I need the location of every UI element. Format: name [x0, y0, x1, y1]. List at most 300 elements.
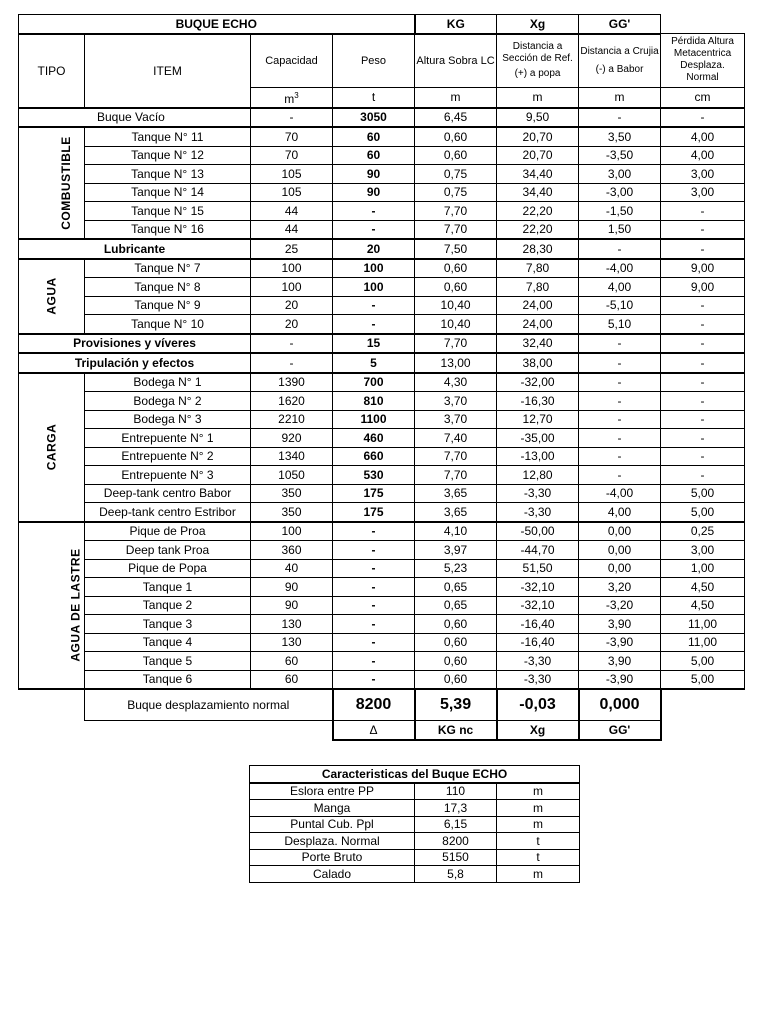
peso-cell: 90 [333, 165, 415, 184]
unit-altura: m [415, 87, 497, 108]
kg-cell: 3,65 [415, 503, 497, 522]
table-row [19, 652, 745, 671]
perdida-line-1: Pérdida Altura [671, 36, 734, 48]
perd-cell: - [661, 466, 745, 485]
unit-capacidad: $m^3$ [251, 87, 333, 108]
item-cell: Bodega N° 1 [85, 373, 251, 392]
cap-cell: 1620 [251, 392, 333, 411]
kg-cell: 13,00 [415, 353, 497, 373]
specs-title-row [250, 766, 580, 783]
perd-cell: - [661, 373, 745, 392]
cap-cell: 105 [251, 183, 333, 202]
table-row [19, 392, 745, 411]
totals-row [19, 689, 745, 721]
item-cell: Tanque 2 [85, 596, 251, 615]
xg-cell: 7,80 [497, 259, 579, 278]
gg-cell: 3,90 [579, 652, 661, 671]
kg-cell: 7,70 [415, 202, 497, 221]
peso-cell: - [333, 670, 415, 689]
specs-value-cell: 5,8 [415, 866, 497, 883]
perd-cell: 1,00 [661, 559, 745, 578]
unit-crujia: m [579, 87, 661, 108]
total-kg: 5,39 [415, 689, 497, 721]
peso-cell: 20 [333, 239, 415, 259]
kg-cell: 0,60 [415, 146, 497, 165]
specs-name-cell: Calado [250, 866, 415, 883]
perd-cell: - [661, 447, 745, 466]
table-row [19, 278, 745, 297]
cap-cell: 1390 [251, 373, 333, 392]
cap-cell: 100 [251, 522, 333, 541]
cap-cell: 44 [251, 220, 333, 239]
kg-cell: 3,70 [415, 410, 497, 429]
combustible-label-text: COMBUSTIBLE [58, 136, 73, 230]
delta-label: Δ [333, 721, 415, 740]
item-cell: Deep tank Proa [85, 541, 251, 560]
cap-cell: - [251, 353, 333, 373]
peso-cell: 700 [333, 373, 415, 392]
table-row [19, 484, 745, 503]
specs-row [250, 833, 580, 850]
kg-nc-label: KG nc [415, 721, 497, 740]
peso-cell: - [333, 615, 415, 634]
perd-cell: 0,25 [661, 522, 745, 541]
peso-cell: - [333, 522, 415, 541]
specs-name-cell: Manga [250, 800, 415, 817]
peso-cell: 5 [333, 353, 415, 373]
xg-cell: -13,00 [497, 447, 579, 466]
peso-cell: - [333, 633, 415, 652]
xg-cell: -3,30 [497, 670, 579, 689]
totals-labels-row [19, 721, 745, 740]
xg-cell: 34,40 [497, 165, 579, 184]
gg-cell: 4,00 [579, 278, 661, 297]
table-row [19, 596, 745, 615]
peso-cell: 100 [333, 278, 415, 297]
cap-cell: 2210 [251, 410, 333, 429]
table-row [19, 578, 745, 597]
item-cell: Tanque N° 11 [85, 127, 251, 146]
table-row [19, 615, 745, 634]
gg-cell: 0,00 [579, 559, 661, 578]
kg-cell: 0,60 [415, 670, 497, 689]
gg-cell: -3,50 [579, 146, 661, 165]
specs-name-cell: Desplaza. Normal [250, 833, 415, 850]
table-row [19, 296, 745, 315]
kg-cell: 0,65 [415, 578, 497, 597]
weight-distribution-table [18, 14, 745, 741]
gg-cell: 3,20 [579, 578, 661, 597]
item-cell: Tanque 4 [85, 633, 251, 652]
item-cell: Tanque N° 12 [85, 146, 251, 165]
agua-label-text: AGUA [44, 277, 59, 315]
table-row [19, 410, 745, 429]
xg-cell: 7,80 [497, 278, 579, 297]
lastre-group-label [19, 522, 85, 690]
item-cell: Tanque N° 10 [85, 315, 251, 334]
specs-row [250, 816, 580, 833]
item-cell: Tanque N° 7 [85, 259, 251, 278]
kg-cell: 0,60 [415, 652, 497, 671]
gg-cell: - [579, 108, 661, 128]
xg-cell: 32,40 [497, 334, 579, 354]
xg-cell: 38,00 [497, 353, 579, 373]
kg-cell: 7,70 [415, 466, 497, 485]
gg-cell: - [579, 447, 661, 466]
xg-cell: -32,10 [497, 578, 579, 597]
tipo-header: TIPO [19, 34, 85, 108]
specs-title: Caracteristicas del Buque ECHO [250, 766, 580, 783]
cap-cell: 1050 [251, 466, 333, 485]
cap-cell: 60 [251, 652, 333, 671]
xg-cell: -32,00 [497, 373, 579, 392]
specs-value-cell: 8200 [415, 833, 497, 850]
peso-cell: 3050 [333, 108, 415, 128]
total-xg: -0,03 [497, 689, 579, 721]
perd-cell: 3,00 [661, 183, 745, 202]
kg-cell: 7,40 [415, 429, 497, 448]
item-cell: Tripulación y efectos [19, 353, 251, 373]
table-row [19, 429, 745, 448]
item-cell: Lubricante [19, 239, 251, 259]
gg-cell: 3,50 [579, 127, 661, 146]
kg-cell: 10,40 [415, 315, 497, 334]
cap-cell: 40 [251, 559, 333, 578]
xg-cell: -44,70 [497, 541, 579, 560]
item-cell: Tanque N° 13 [85, 165, 251, 184]
item-cell: Tanque 3 [85, 615, 251, 634]
xg-label: Xg [497, 721, 579, 740]
cap-cell: 100 [251, 278, 333, 297]
gg-cell: -3,90 [579, 670, 661, 689]
item-cell: Tanque N° 8 [85, 278, 251, 297]
perd-cell: - [661, 296, 745, 315]
altura-header: Altura Sobra LC [415, 34, 497, 88]
item-cell: Tanque 1 [85, 578, 251, 597]
specs-unit-cell: m [497, 816, 580, 833]
gg-header: GG' [579, 15, 661, 34]
item-cell: Tanque 6 [85, 670, 251, 689]
kg-cell: 3,70 [415, 392, 497, 411]
cap-cell: 350 [251, 503, 333, 522]
gg-cell: -4,00 [579, 259, 661, 278]
carga-label-text: CARGA [44, 423, 59, 471]
kg-cell: 0,60 [415, 615, 497, 634]
item-cell: Tanque N° 9 [85, 296, 251, 315]
gg-cell: - [579, 373, 661, 392]
capacidad-header: Capacidad [251, 34, 333, 88]
xg-cell: 24,00 [497, 315, 579, 334]
item-cell: Bodega N° 3 [85, 410, 251, 429]
specs-name-cell: Porte Bruto [250, 849, 415, 866]
specs-value-cell: 5150 [415, 849, 497, 866]
crujia-header [579, 34, 661, 88]
kg-cell: 6,45 [415, 108, 497, 128]
kg-cell: 5,23 [415, 559, 497, 578]
cap-cell: - [251, 108, 333, 128]
peso-cell: - [333, 652, 415, 671]
table-row [19, 146, 745, 165]
peso-cell: 175 [333, 484, 415, 503]
peso-cell: 60 [333, 127, 415, 146]
item-cell: Pique de Popa [85, 559, 251, 578]
crujia-line-1: Distancia a Crujia [580, 45, 659, 57]
cap-cell: 360 [251, 541, 333, 560]
table-row [19, 220, 745, 239]
perd-cell: - [661, 410, 745, 429]
combustible-group-label [19, 127, 85, 239]
perd-cell: 11,00 [661, 633, 745, 652]
unit-distancia: m [497, 87, 579, 108]
gg-cell: - [579, 410, 661, 429]
crujia-line-2: (-) a Babor [595, 63, 644, 75]
perdida-header [661, 34, 745, 88]
table-row [19, 633, 745, 652]
kg-cell: 10,40 [415, 296, 497, 315]
table-row [19, 239, 745, 259]
table-row [19, 183, 745, 202]
perd-cell: 5,00 [661, 670, 745, 689]
item-cell: Deep-tank centro Estribor [85, 503, 251, 522]
table-row [19, 202, 745, 221]
xg-cell: -50,00 [497, 522, 579, 541]
item-cell: Entrepuente N° 3 [85, 466, 251, 485]
perd-cell: 3,00 [661, 165, 745, 184]
perdida-line-3: Desplaza. [680, 60, 725, 72]
total-gg: 0,000 [579, 689, 661, 721]
agua-group-label [19, 259, 85, 334]
specs-name-cell: Eslora entre PP [250, 783, 415, 800]
cap-cell: 44 [251, 202, 333, 221]
peso-cell: 810 [333, 392, 415, 411]
peso-cell: - [333, 296, 415, 315]
peso-cell: - [333, 315, 415, 334]
unit-perdida: cm [661, 87, 745, 108]
cap-cell: 100 [251, 259, 333, 278]
specs-row [250, 800, 580, 817]
specs-row [250, 849, 580, 866]
table-row [19, 559, 745, 578]
peso-cell: - [333, 596, 415, 615]
cap-cell: 130 [251, 633, 333, 652]
peso-cell: 530 [333, 466, 415, 485]
cap-cell: 105 [251, 165, 333, 184]
perd-cell: 5,00 [661, 503, 745, 522]
specs-value-cell: 6,15 [415, 816, 497, 833]
cap-cell: 70 [251, 127, 333, 146]
carga-group-label [19, 373, 85, 522]
gg-cell: 0,00 [579, 522, 661, 541]
kg-cell: 7,50 [415, 239, 497, 259]
cap-cell: 90 [251, 578, 333, 597]
perdida-line-2: Metacentrica [673, 48, 732, 60]
table-title: BUQUE ECHO [19, 15, 415, 34]
xg-cell: 12,80 [497, 466, 579, 485]
gg-cell: -3,90 [579, 633, 661, 652]
item-cell: Provisiones y víveres [19, 334, 251, 354]
item-cell: Tanque 5 [85, 652, 251, 671]
xg-cell: -3,30 [497, 503, 579, 522]
cap-cell: 920 [251, 429, 333, 448]
xg-cell: 20,70 [497, 146, 579, 165]
perdida-line-4: Normal [686, 72, 719, 84]
kg-cell: 0,75 [415, 165, 497, 184]
distancia-line-3: (+) a popa [514, 68, 561, 79]
kg-header: KG [415, 15, 497, 34]
xg-cell: 20,70 [497, 127, 579, 146]
cap-cell: 25 [251, 239, 333, 259]
specs-unit-cell: t [497, 833, 580, 850]
item-cell: Deep-tank centro Babor [85, 484, 251, 503]
xg-header: Xg [497, 15, 579, 34]
perd-cell: - [661, 220, 745, 239]
distancia-header [497, 34, 579, 88]
gg-cell: -3,20 [579, 596, 661, 615]
specs-unit-cell: m [497, 866, 580, 883]
kg-cell: 7,70 [415, 447, 497, 466]
table-row [19, 373, 745, 392]
cap-cell: - [251, 334, 333, 354]
kg-cell: 4,30 [415, 373, 497, 392]
xg-cell: -16,40 [497, 633, 579, 652]
item-cell: Tanque N° 16 [85, 220, 251, 239]
xg-cell: -16,40 [497, 615, 579, 634]
kg-cell: 4,10 [415, 522, 497, 541]
peso-cell: 660 [333, 447, 415, 466]
table-row [19, 541, 745, 560]
gg-cell: - [579, 392, 661, 411]
table-row [19, 447, 745, 466]
gg-cell: - [579, 429, 661, 448]
xg-cell: 12,70 [497, 410, 579, 429]
gg-cell: 0,00 [579, 541, 661, 560]
peso-header: Peso [333, 34, 415, 88]
perd-cell: 3,00 [661, 541, 745, 560]
perd-cell: - [661, 108, 745, 128]
unit-peso: t [333, 87, 415, 108]
cap-cell: 20 [251, 315, 333, 334]
distancia-line-2: Sección de Ref. [502, 53, 573, 64]
specs-row [250, 783, 580, 800]
perd-cell: 4,50 [661, 596, 745, 615]
item-cell: Pique de Proa [85, 522, 251, 541]
ship-characteristics-table [249, 765, 580, 883]
xg-cell: 51,50 [497, 559, 579, 578]
item-cell: Tanque N° 14 [85, 183, 251, 202]
specs-row [250, 866, 580, 883]
title-row [19, 15, 745, 34]
xg-cell: 9,50 [497, 108, 579, 128]
column-header-row [19, 34, 745, 88]
peso-cell: 175 [333, 503, 415, 522]
cap-cell: 1340 [251, 447, 333, 466]
cap-cell: 130 [251, 615, 333, 634]
kg-cell: 7,70 [415, 220, 497, 239]
item-cell: Tanque N° 15 [85, 202, 251, 221]
gg-cell: -4,00 [579, 484, 661, 503]
gg-cell: -5,10 [579, 296, 661, 315]
perd-cell: 11,00 [661, 615, 745, 634]
perd-cell: 9,00 [661, 278, 745, 297]
perd-cell: 9,00 [661, 259, 745, 278]
gg-cell: - [579, 466, 661, 485]
table-row [19, 522, 745, 541]
lastre-label-text: AGUA DE LASTRE [68, 548, 83, 662]
peso-cell: - [333, 578, 415, 597]
perd-cell: 4,00 [661, 146, 745, 165]
cap-cell: 60 [251, 670, 333, 689]
perd-cell: - [661, 202, 745, 221]
xg-cell: -16,30 [497, 392, 579, 411]
perd-cell: - [661, 353, 745, 373]
peso-cell: 90 [333, 183, 415, 202]
xg-cell: 22,20 [497, 220, 579, 239]
xg-cell: -3,30 [497, 652, 579, 671]
gg-cell: - [579, 334, 661, 354]
item-cell: Bodega N° 2 [85, 392, 251, 411]
table-row [19, 259, 745, 278]
perd-cell: 5,00 [661, 652, 745, 671]
peso-cell: - [333, 220, 415, 239]
cap-cell: 350 [251, 484, 333, 503]
perd-cell: - [661, 334, 745, 354]
table-row [19, 353, 745, 373]
table-row [19, 165, 745, 184]
kg-cell: 0,60 [415, 127, 497, 146]
perd-cell: 5,00 [661, 484, 745, 503]
table-row [19, 503, 745, 522]
gg-cell: 3,90 [579, 615, 661, 634]
gg-cell: -3,00 [579, 183, 661, 202]
peso-cell: - [333, 202, 415, 221]
total-displacement: 8200 [333, 689, 415, 721]
gg-cell: - [579, 239, 661, 259]
kg-cell: 7,70 [415, 334, 497, 354]
xg-cell: 24,00 [497, 296, 579, 315]
table-row [19, 315, 745, 334]
xg-cell: 22,20 [497, 202, 579, 221]
totals-label: Buque desplazamiento normal [85, 689, 333, 721]
kg-cell: 0,65 [415, 596, 497, 615]
perd-cell: - [661, 315, 745, 334]
kg-cell: 3,65 [415, 484, 497, 503]
item-cell: Entrepuente N° 2 [85, 447, 251, 466]
kg-cell: 3,97 [415, 541, 497, 560]
specs-value-cell: 17,3 [415, 800, 497, 817]
gg-cell: -1,50 [579, 202, 661, 221]
kg-cell: 0,60 [415, 278, 497, 297]
specs-name-cell: Puntal Cub. Ppl [250, 816, 415, 833]
perd-cell: - [661, 239, 745, 259]
gg-cell: - [579, 353, 661, 373]
kg-cell: 0,60 [415, 633, 497, 652]
gg-cell: 4,00 [579, 503, 661, 522]
gg-cell: 5,10 [579, 315, 661, 334]
table-row [19, 108, 745, 128]
kg-cell: 0,75 [415, 183, 497, 202]
cap-cell: 70 [251, 146, 333, 165]
perd-cell: 4,00 [661, 127, 745, 146]
peso-cell: 100 [333, 259, 415, 278]
table-row [19, 466, 745, 485]
table-row [19, 127, 745, 146]
specs-value-cell: 110 [415, 783, 497, 800]
gg-cell: 3,00 [579, 165, 661, 184]
cap-cell: 20 [251, 296, 333, 315]
item-cell: Entrepuente N° 1 [85, 429, 251, 448]
perd-cell: 4,50 [661, 578, 745, 597]
xg-cell: -35,00 [497, 429, 579, 448]
